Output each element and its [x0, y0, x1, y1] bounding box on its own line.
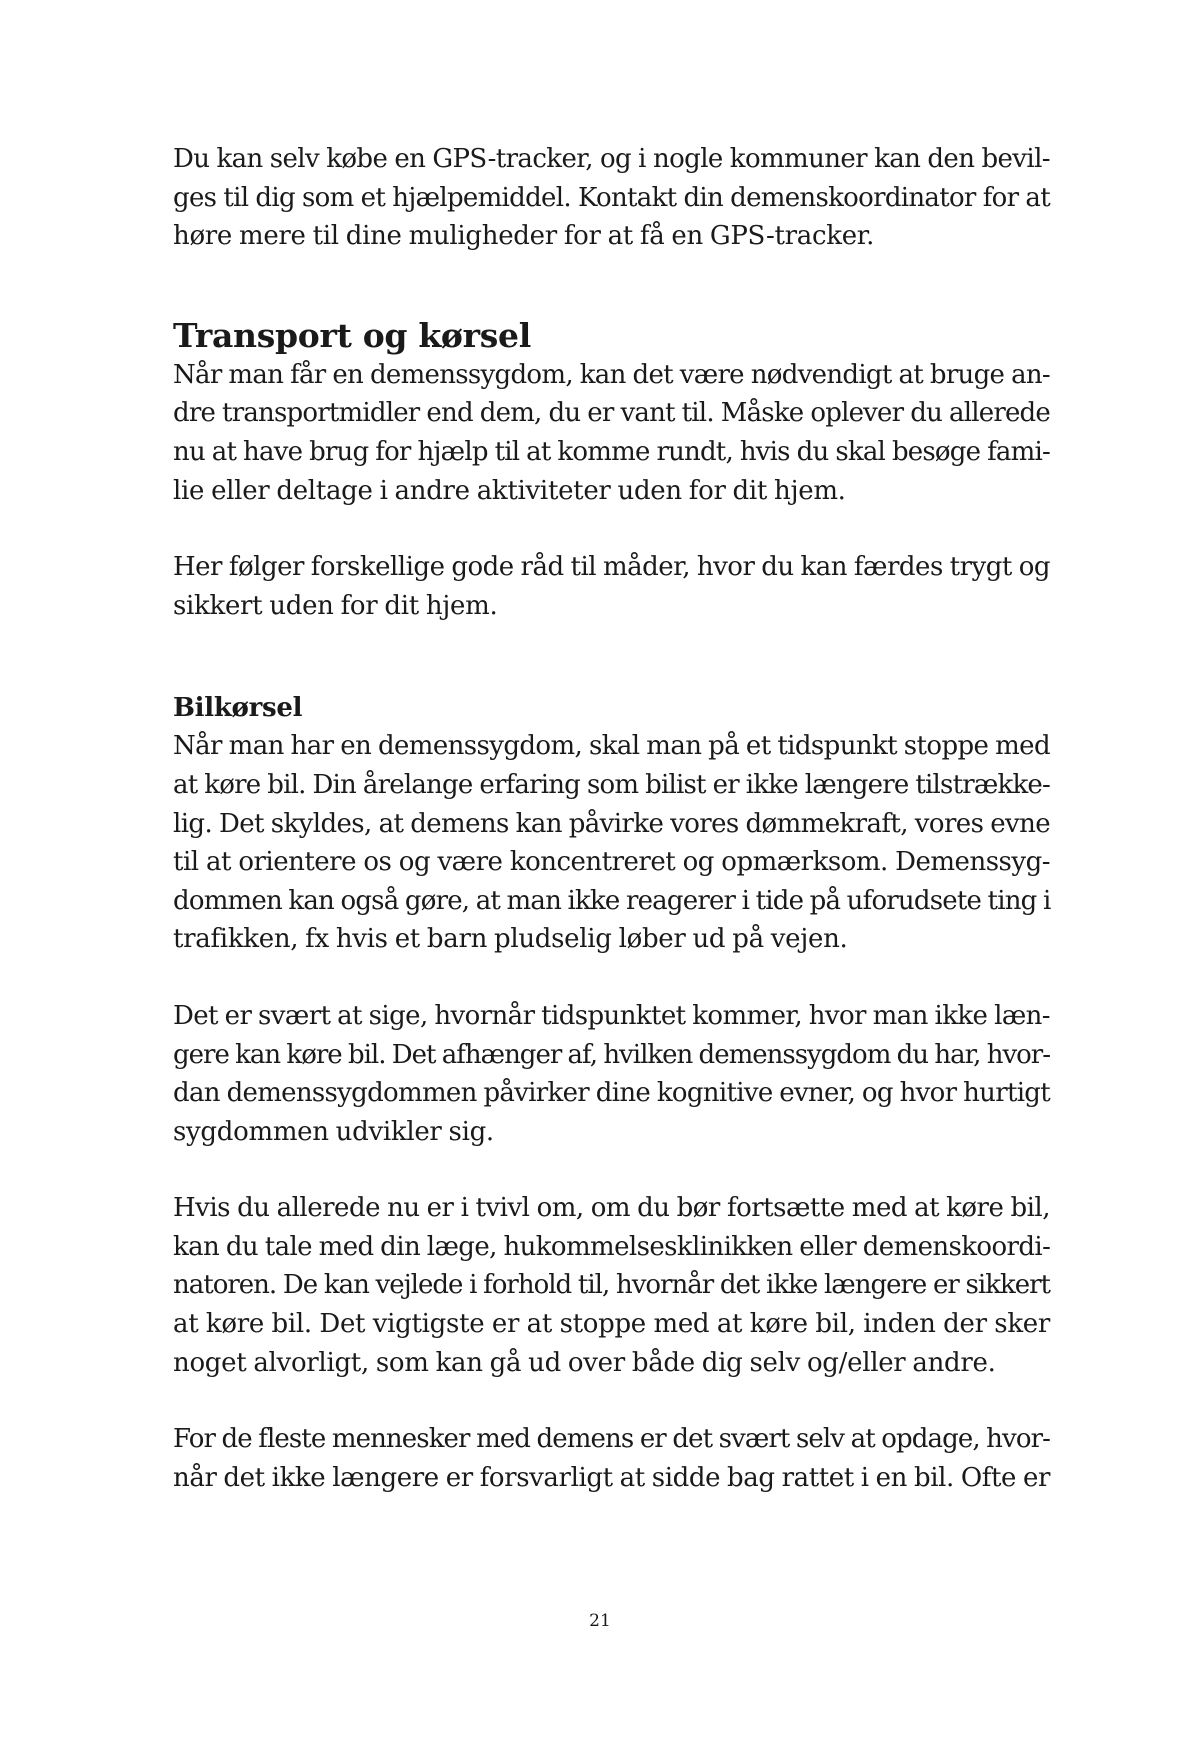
text-line: dommen kan også gøre, at man ikke reagerer i tide på uforudsete ting i	[173, 885, 1051, 916]
text-line: trafikken, fx hvis et barn pludselig løber ud på vejen.	[173, 924, 848, 955]
text-line: noget alvorligt, som kan gå ud over både dig selv og/eller andre.	[173, 1347, 996, 1378]
paragraph-gps-tracker	[173, 140, 1050, 256]
text-line: Hvis du allerede nu er i tvivl om, om du bør fortsætte med at køre bil,	[173, 1193, 1050, 1224]
text-line: høre mere til dine muligheder for at få en GPS-tracker.	[173, 221, 875, 252]
text-line: gere kan køre bil. Det afhænger af, hvilken demenssygdom du har, hvor-	[173, 1039, 1050, 1070]
text-line: at køre bil. Din årelange erfaring som bilist er ikke længere tilstrække-	[173, 769, 1050, 800]
text-line: at køre bil. Det vigtigste er at stoppe med at køre bil, inden der sker	[173, 1309, 1050, 1340]
section-heading-transport: Transport og kørsel	[173, 315, 531, 355]
text-line: kan du tale med din læge, hukommelsesklinikken eller demenskoordi-	[173, 1231, 1051, 1262]
text-line: Her følger forskellige gode råd til måder, hvor du kan færdes trygt og	[173, 552, 1050, 583]
text-line: For de fleste mennesker med demens er det svært selv at opdage, hvor-	[173, 1424, 1050, 1455]
page-content	[173, 140, 1050, 1497]
paragraph-transport-1	[173, 356, 1050, 510]
paragraph-bilkorsel-2	[173, 997, 1050, 1151]
text-line: Når man får en demenssygdom, kan det være nødvendigt at bruge an-	[173, 359, 1050, 390]
text-line: ges til dig som et hjælpemiddel. Kontakt din demenskoordinator for at	[173, 182, 1050, 213]
paragraph-bilkorsel-4	[173, 1420, 1050, 1497]
paragraph-bilkorsel-1	[173, 727, 1050, 959]
text-line: lie eller deltage i andre aktiviteter uden for dit hjem.	[173, 475, 846, 506]
text-line: Det er svært at sige, hvornår tidspunktet kommer, hvor man ikke læn-	[173, 1000, 1050, 1031]
text-line: til at orientere os og være koncentreret og opmærksom. Demenssyg-	[173, 847, 1050, 878]
text-line: sygdommen udvikler sig.	[173, 1116, 494, 1147]
text-line: når det ikke længere er forsvarligt at sidde bag rattet i en bil. Ofte er	[173, 1462, 1050, 1493]
text-line: Du kan selv købe en GPS-tracker, og i nogle kommuner kan den bevil-	[173, 144, 1050, 174]
text-line: dre transportmidler end dem, du er vant til. Måske oplever du allerede	[173, 398, 1050, 429]
text-line: lig. Det skyldes, at demens kan påvirke vores dømmekraft, vores evne	[173, 808, 1050, 839]
paragraph-bilkorsel-3	[173, 1189, 1050, 1382]
text-line: dan demenssygdommen påvirker dine kognitive evner, og hvor hurtigt	[173, 1078, 1050, 1109]
text-line: nu at have brug for hjælp til at komme rundt, hvis du skal besøge fami-	[173, 436, 1050, 467]
text-line: Når man har en demenssygdom, skal man på et tidspunkt stoppe med	[173, 731, 1050, 762]
page-number: 21	[589, 1611, 611, 1631]
text-line: sikkert uden for dit hjem.	[173, 590, 498, 621]
paragraph-transport-2	[173, 548, 1050, 625]
section-heading-bilkorsel: Bilkørsel	[173, 693, 303, 724]
text-line: natoren. De kan vejlede i forhold til, hvornår det ikke længere er sikkert	[173, 1270, 1050, 1301]
